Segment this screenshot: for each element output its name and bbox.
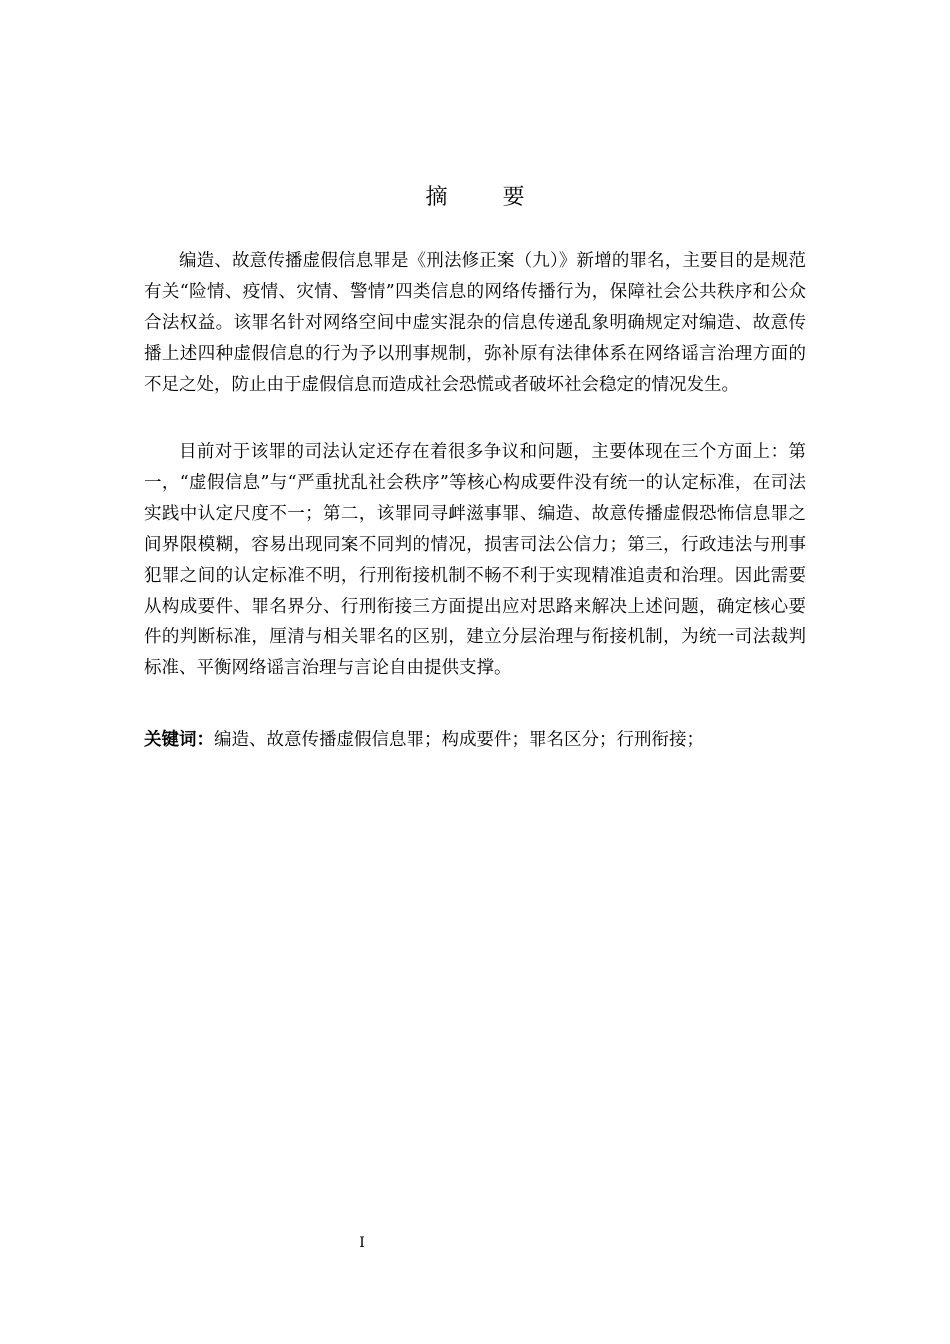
page-number: I (359, 1235, 365, 1251)
keywords-line (144, 725, 806, 755)
keywords-label: 关键词： (144, 730, 214, 750)
keywords-text: 编造、故意传播虚假信息罪；构成要件；罪名区分；行刑衔接； (214, 730, 704, 750)
abstract-paragraph-2: 目前对于该罪的司法认定还存在着很多争议和问题，主要体现在三个方面上：第一，“虚假信息”与“严重扰乱社会秩序”等核心构成要件没有统一的认定标准，在司法实践中认定尺度不一；第二，该罪同寻衅滋事罪、编造、故意传播虚假恐怖信息罪之间界限模糊，容易出现同案不同判的情况，损害司法公信力；第三，行政违法与刑事犯罪之间的认定标准不明，行刑衔接机制不畅不利于实现精准追责和治理。因此需要从构成要件、罪名界分、行刑衔接三方面提出应对思路来解决上述问题，确定核心要件的判断标准，厘清与相关罪名的区别，建立分层治理与衔接机制，为统一司法裁判标准、平衡网络谣言治理与言论自由提供支撑。 (144, 442, 806, 679)
abstract-paragraph-1: 编造、故意传播虚假信息罪是《刑法修正案（九）》新增的罪名，主要目的是规范有关“险情、疫情、灾情、警情”四类信息的网络传播行为，保障社会公共秩序和公众合法权益。该罪名针对网络空间中虚实混杂的信息传递乱象明确规定对编造、故意传播上述四种虚假信息的行为予以刑事规制，弥补原有法律体系在网络谣言治理方面的不足之处，防止由于虚假信息而造成社会恐慌或者破坏社会稳定的情况发生。 (144, 251, 806, 395)
page-title: 摘 要 (425, 185, 549, 210)
